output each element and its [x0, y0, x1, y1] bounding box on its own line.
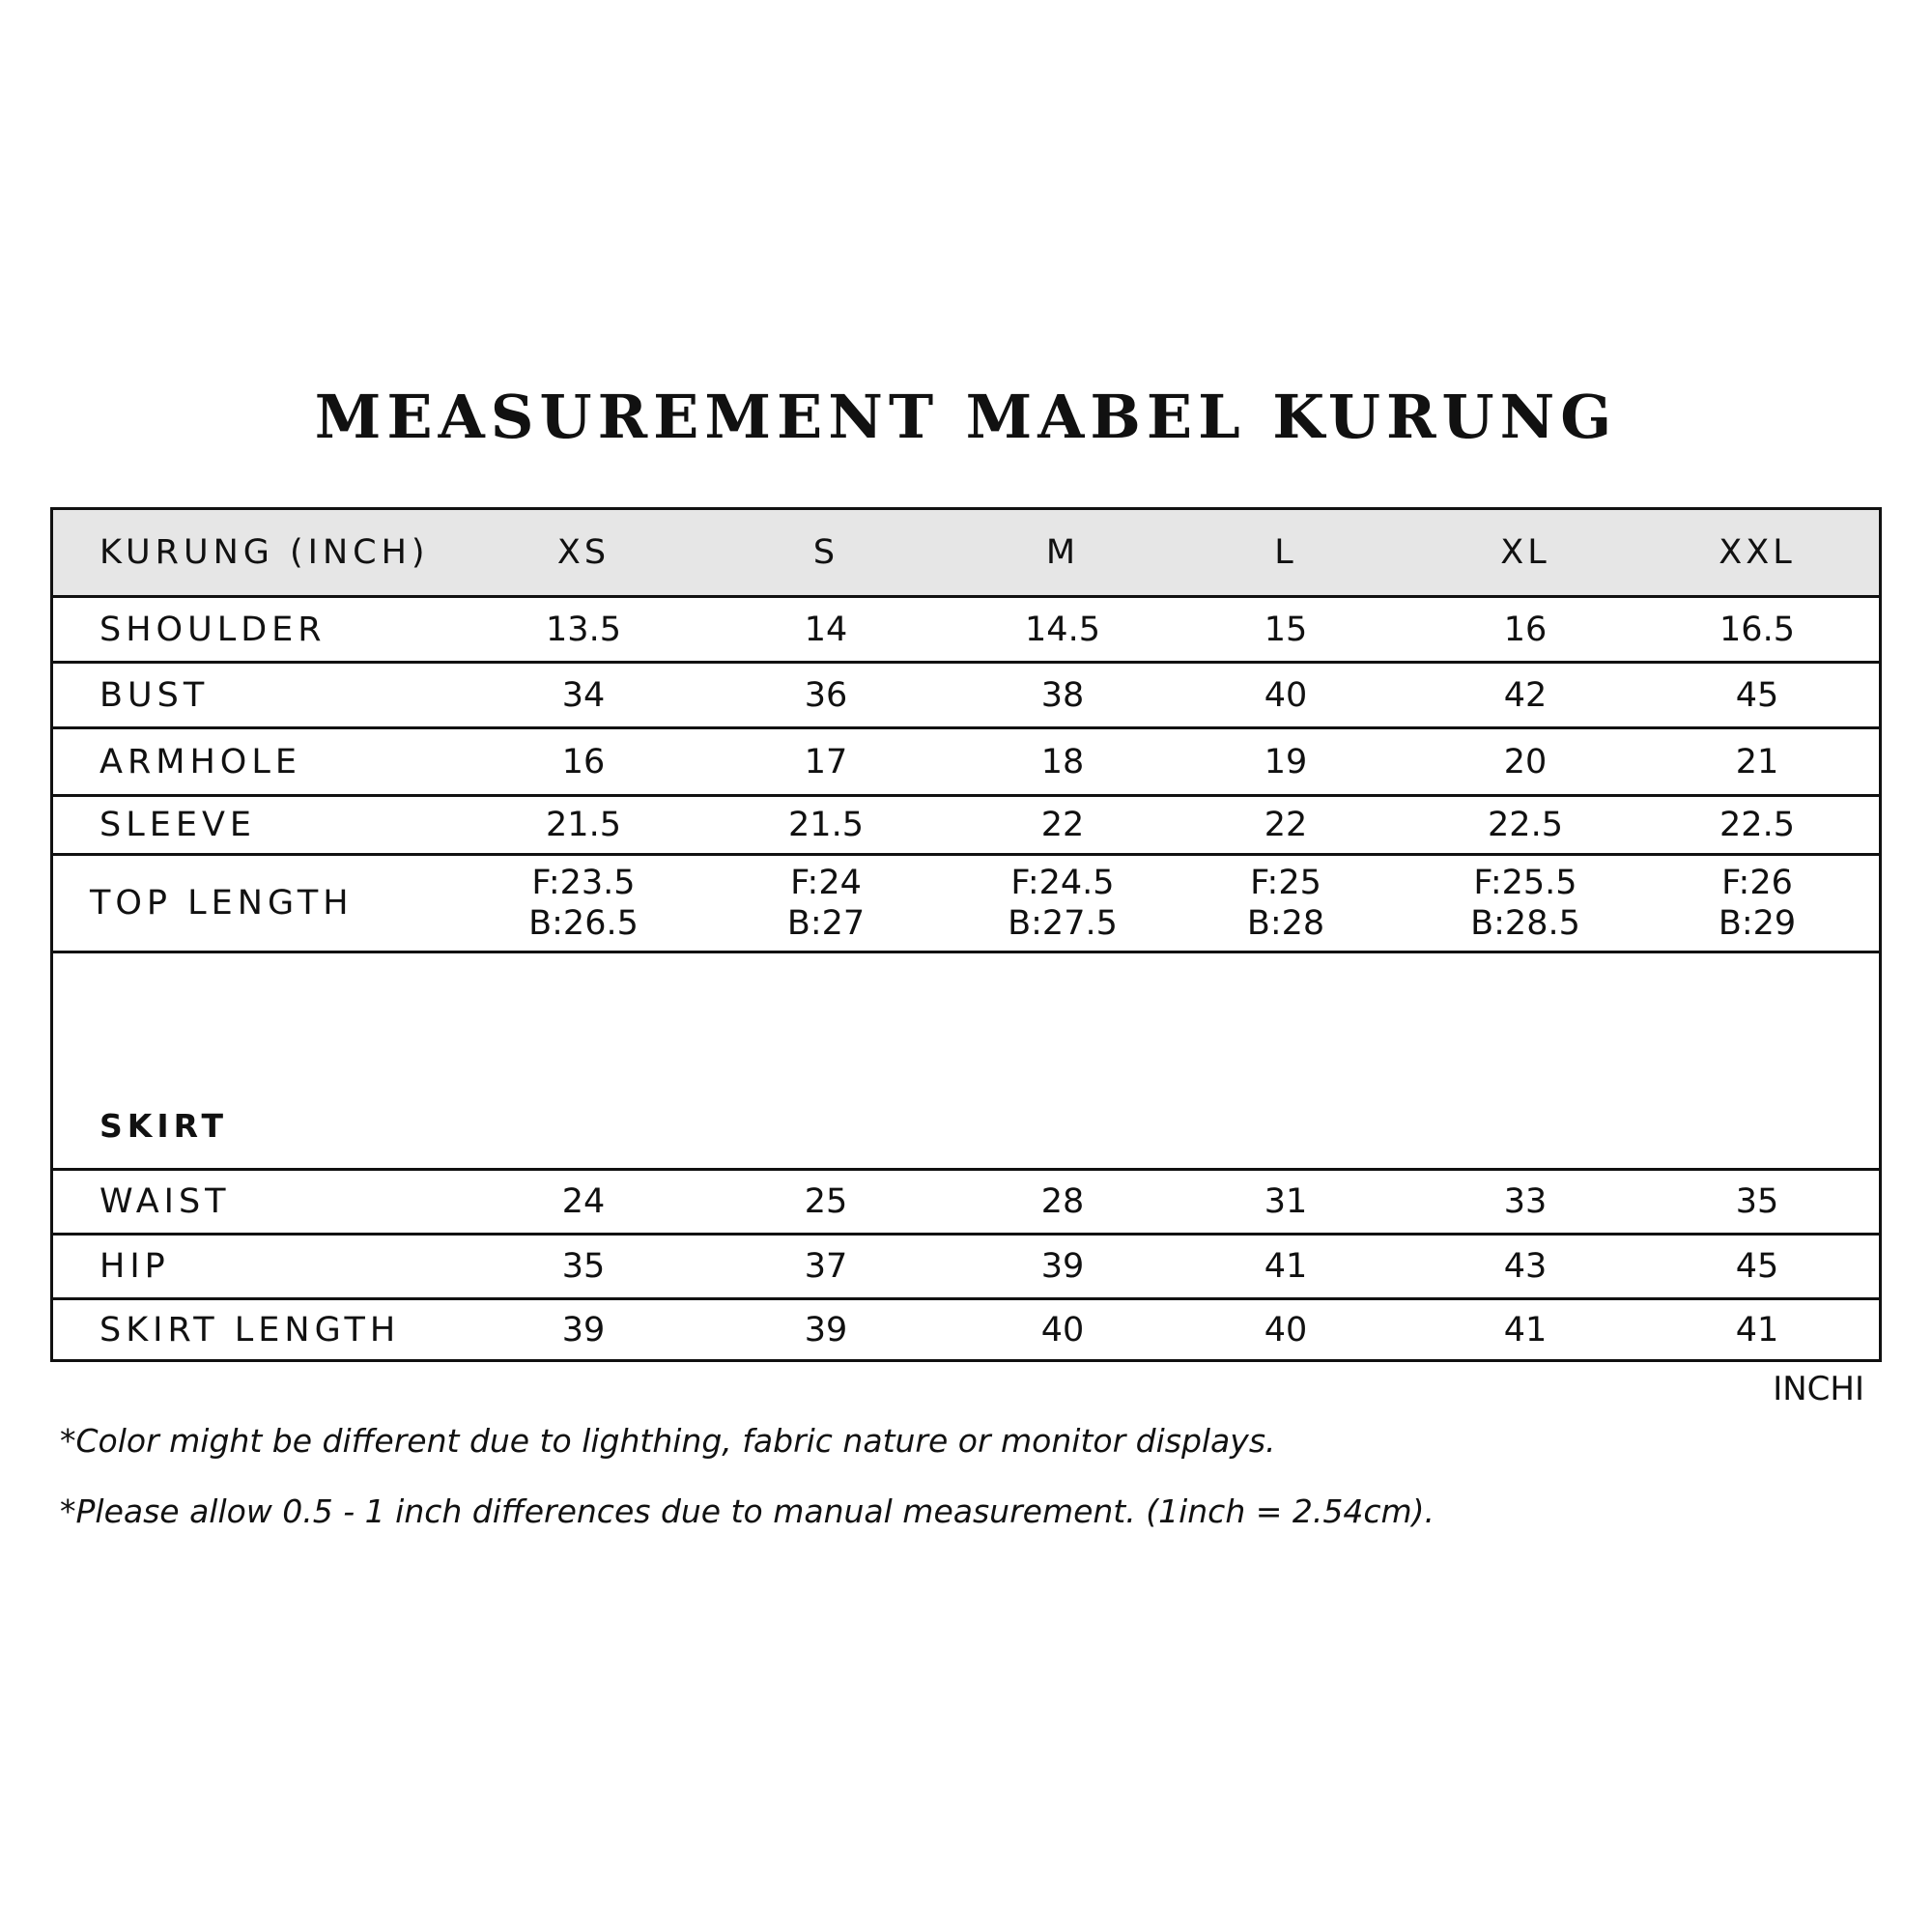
size-header-xl: XL	[1500, 533, 1550, 572]
cell-xl: 42	[1503, 675, 1548, 715]
back-length: B:29	[1718, 904, 1797, 943]
cell-m: 39	[1040, 1247, 1085, 1286]
size-header-m: M	[1045, 533, 1080, 572]
cell-s: 25	[804, 1182, 848, 1221]
cell-l: 22	[1264, 806, 1308, 844]
size-header-s: S	[812, 533, 839, 572]
table-header-row	[53, 510, 1879, 595]
row-label: BUST	[99, 675, 210, 715]
table-row-sleeve	[53, 794, 1879, 853]
cell-xs	[487, 856, 680, 951]
back-length: B:27	[786, 904, 866, 943]
size-header-xxl: XXL	[1719, 533, 1796, 572]
cell-xl: 43	[1503, 1247, 1548, 1286]
back-length: B:26.5	[528, 904, 639, 943]
skirt-section-label: SKIRT	[99, 1107, 229, 1145]
front-length: F:23.5	[531, 864, 636, 902]
cell-l: 40	[1264, 675, 1308, 715]
cell-s: 14	[804, 610, 848, 649]
cell-xl: 33	[1503, 1182, 1548, 1221]
back-length: B:27.5	[1008, 904, 1118, 943]
cell-m	[966, 856, 1159, 951]
row-label: HIP	[99, 1247, 170, 1286]
row-label: ARMHOLE	[99, 742, 301, 781]
cell-m: 38	[1040, 675, 1085, 715]
cell-xs: 34	[561, 675, 606, 715]
page-title: MEASUREMENT MABEL KURUNG	[314, 382, 1618, 452]
cell-xxl: 45	[1735, 1247, 1779, 1286]
table-row-shoulder	[53, 595, 1879, 661]
table-row-waist	[53, 1168, 1879, 1233]
cell-l: 15	[1264, 610, 1308, 649]
table-row-top-length	[53, 853, 1879, 951]
cell-xs: 16	[561, 742, 606, 781]
cell-xl: 20	[1503, 742, 1548, 781]
cell-xl: 41	[1503, 1310, 1548, 1350]
skirt-section-row	[53, 951, 1879, 1168]
header-label: KURUNG (INCH)	[99, 533, 430, 572]
cell-m: 28	[1040, 1182, 1085, 1221]
cell-l: 31	[1264, 1182, 1308, 1221]
cell-l: 19	[1264, 742, 1308, 781]
cell-xl	[1429, 856, 1622, 951]
table-row-armhole	[53, 726, 1879, 794]
table-row-skirt-length	[53, 1297, 1879, 1359]
front-length: F:24.5	[1010, 864, 1115, 902]
unit-note: INCHI	[1773, 1370, 1864, 1408]
cell-xxl: 22.5	[1719, 806, 1795, 844]
front-length: F:24	[790, 864, 862, 902]
cell-xxl: 35	[1735, 1182, 1779, 1221]
cell-s: 21.5	[788, 806, 864, 844]
cell-xs: 35	[561, 1247, 606, 1286]
cell-l: 40	[1264, 1310, 1308, 1350]
row-label: SLEEVE	[99, 806, 257, 844]
front-length: F:26	[1721, 864, 1793, 902]
cell-xxl	[1661, 856, 1854, 951]
size-header-xs: XS	[556, 533, 611, 572]
cell-xs: 13.5	[546, 610, 621, 649]
row-label: TOP LENGTH	[90, 884, 354, 923]
cell-xs: 39	[561, 1310, 606, 1350]
cell-xxl: 16.5	[1719, 610, 1795, 649]
row-label: SHOULDER	[99, 610, 327, 649]
cell-s: 37	[804, 1247, 848, 1286]
cell-xl: 22.5	[1488, 806, 1563, 844]
cell-xxl: 21	[1735, 742, 1779, 781]
size-header-l: L	[1274, 533, 1297, 572]
cell-xl: 16	[1503, 610, 1548, 649]
cell-l	[1189, 856, 1382, 951]
back-length: B:28	[1246, 904, 1325, 943]
front-length: F:25.5	[1473, 864, 1577, 902]
table-row-bust	[53, 661, 1879, 726]
row-label: WAIST	[99, 1182, 231, 1221]
row-label: SKIRT LENGTH	[99, 1310, 401, 1350]
cell-s: 36	[804, 675, 848, 715]
back-length: B:28.5	[1470, 904, 1580, 943]
measurement-disclaimer: *Please allow 0.5 - 1 inch differences due to manual measurement. (1inch = 2.54cm).	[60, 1492, 1435, 1530]
cell-m: 18	[1040, 742, 1085, 781]
cell-s: 17	[804, 742, 848, 781]
cell-s	[729, 856, 923, 951]
table-row-hip	[53, 1233, 1879, 1297]
cell-s: 39	[804, 1310, 848, 1350]
color-disclaimer: *Color might be different due to lighthing, fabric nature or monitor displays.	[60, 1422, 1276, 1460]
cell-xxl: 41	[1735, 1310, 1779, 1350]
size-chart-table	[50, 507, 1882, 1362]
cell-xs: 24	[561, 1182, 606, 1221]
cell-xs: 21.5	[546, 806, 621, 844]
cell-l: 41	[1264, 1247, 1308, 1286]
cell-m: 22	[1040, 806, 1085, 844]
cell-m: 14.5	[1025, 610, 1100, 649]
front-length: F:25	[1250, 864, 1321, 902]
cell-xxl: 45	[1735, 675, 1779, 715]
cell-m: 40	[1040, 1310, 1085, 1350]
